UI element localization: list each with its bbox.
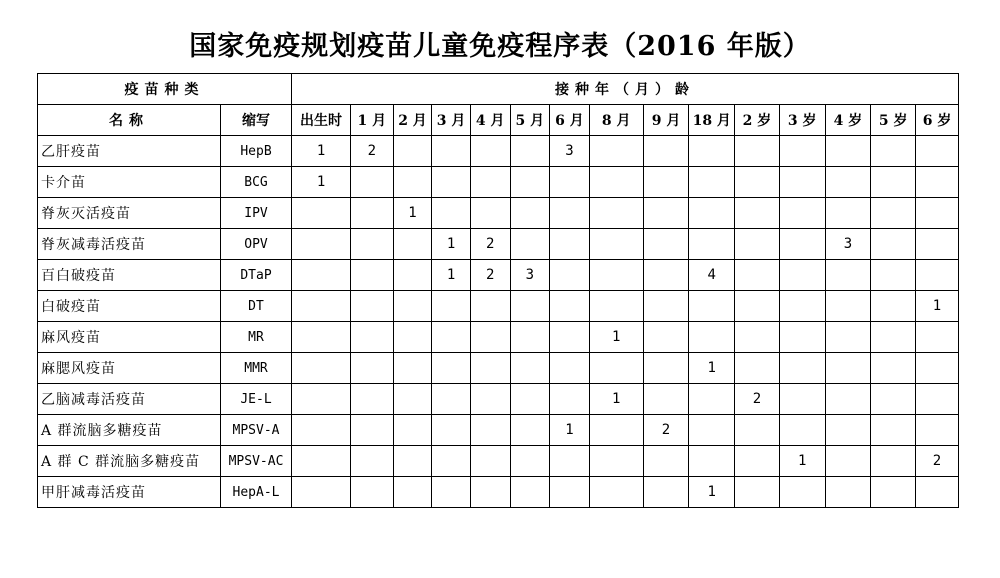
- dose-cell: [689, 446, 735, 477]
- dose-cell: [689, 415, 735, 446]
- vaccine-abbr: BCG: [220, 167, 291, 198]
- dose-cell: [470, 446, 510, 477]
- dose-cell: 1: [689, 477, 735, 508]
- dose-cell: 2: [916, 446, 959, 477]
- dose-cell: [689, 291, 735, 322]
- dose-cell: 1: [550, 415, 590, 446]
- dose-cell: [735, 198, 780, 229]
- vaccine-abbr: MPSV-A: [220, 415, 291, 446]
- dose-cell: [779, 229, 825, 260]
- dose-cell: [589, 198, 643, 229]
- dose-cell: [351, 167, 394, 198]
- dose-cell: [643, 446, 689, 477]
- dose-cell: [779, 384, 825, 415]
- age-column-header: 5 月: [510, 105, 550, 136]
- dose-cell: [351, 260, 394, 291]
- dose-cell: [510, 384, 550, 415]
- dose-cell: [470, 477, 510, 508]
- dose-cell: [916, 229, 959, 260]
- vaccine-name: A 群 C 群流脑多糖疫苗: [38, 446, 221, 477]
- dose-cell: [351, 477, 394, 508]
- dose-cell: [393, 229, 432, 260]
- dose-cell: [735, 136, 780, 167]
- dose-cell: [432, 446, 471, 477]
- vaccine-abbr: JE-L: [220, 384, 291, 415]
- dose-cell: [470, 415, 510, 446]
- table-row: [38, 260, 959, 291]
- dose-cell: [470, 136, 510, 167]
- dose-cell: [393, 446, 432, 477]
- dose-cell: [589, 229, 643, 260]
- dose-cell: [735, 322, 780, 353]
- dose-cell: [510, 229, 550, 260]
- table-row: [38, 229, 959, 260]
- dose-cell: [393, 260, 432, 291]
- age-column-header: 1 月: [351, 105, 394, 136]
- dose-cell: [779, 136, 825, 167]
- dose-cell: [589, 291, 643, 322]
- dose-cell: [432, 415, 471, 446]
- dose-cell: [589, 136, 643, 167]
- dose-cell: [825, 415, 871, 446]
- dose-cell: [510, 167, 550, 198]
- dose-cell: [643, 353, 689, 384]
- dose-cell: [589, 477, 643, 508]
- dose-cell: [432, 167, 471, 198]
- dose-cell: 3: [510, 260, 550, 291]
- dose-cell: [510, 322, 550, 353]
- dose-cell: [916, 415, 959, 446]
- dose-cell: 1: [432, 260, 471, 291]
- dose-cell: [916, 198, 959, 229]
- dose-cell: 2: [470, 260, 510, 291]
- age-column-header: 18 月: [689, 105, 735, 136]
- dose-cell: [825, 198, 871, 229]
- dose-cell: [292, 353, 351, 384]
- dose-cell: 2: [351, 136, 394, 167]
- vaccine-abbr: DT: [220, 291, 291, 322]
- dose-cell: [351, 229, 394, 260]
- vaccine-abbr: DTaP: [220, 260, 291, 291]
- dose-cell: [510, 353, 550, 384]
- dose-cell: [550, 353, 590, 384]
- dose-cell: [916, 260, 959, 291]
- dose-cell: [871, 384, 916, 415]
- dose-cell: 1: [292, 136, 351, 167]
- dose-cell: [470, 291, 510, 322]
- dose-cell: [393, 136, 432, 167]
- vaccine-name: A 群流脑多糖疫苗: [38, 415, 221, 446]
- dose-cell: [589, 415, 643, 446]
- dose-cell: [825, 291, 871, 322]
- dose-cell: [871, 446, 916, 477]
- vaccine-name: 麻腮风疫苗: [38, 353, 221, 384]
- dose-cell: [735, 353, 780, 384]
- vaccine-type-header: 疫苗种类: [38, 74, 292, 105]
- table-row: [38, 291, 959, 322]
- dose-cell: [643, 384, 689, 415]
- age-column-header: 3 岁: [779, 105, 825, 136]
- dose-cell: [689, 229, 735, 260]
- dose-cell: 2: [470, 229, 510, 260]
- table-row: [38, 384, 959, 415]
- age-column-header: 4 月: [470, 105, 510, 136]
- vaccine-name: 百白破疫苗: [38, 260, 221, 291]
- dose-cell: [871, 477, 916, 508]
- dose-cell: [643, 477, 689, 508]
- dose-cell: [779, 322, 825, 353]
- dose-cell: 1: [916, 291, 959, 322]
- dose-cell: [643, 167, 689, 198]
- dose-cell: [393, 322, 432, 353]
- dose-cell: [643, 229, 689, 260]
- dose-cell: [432, 322, 471, 353]
- dose-cell: [292, 291, 351, 322]
- dose-cell: 2: [735, 384, 780, 415]
- dose-cell: [432, 291, 471, 322]
- dose-cell: [779, 353, 825, 384]
- age-column-header: 9 月: [643, 105, 689, 136]
- dose-cell: [351, 291, 394, 322]
- dose-cell: [550, 229, 590, 260]
- dose-cell: [292, 322, 351, 353]
- dose-cell: [292, 260, 351, 291]
- dose-cell: [510, 446, 550, 477]
- dose-cell: [589, 353, 643, 384]
- dose-cell: [292, 198, 351, 229]
- dose-cell: [825, 136, 871, 167]
- dose-cell: 1: [432, 229, 471, 260]
- dose-cell: [735, 291, 780, 322]
- dose-cell: [393, 415, 432, 446]
- dose-cell: [470, 198, 510, 229]
- vaccine-abbr: MR: [220, 322, 291, 353]
- dose-cell: [292, 446, 351, 477]
- age-column-header: 6 月: [550, 105, 590, 136]
- dose-cell: [432, 353, 471, 384]
- age-column-header: 2 月: [393, 105, 432, 136]
- dose-cell: [351, 384, 394, 415]
- header-row-columns: [38, 105, 959, 136]
- dose-cell: 3: [550, 136, 590, 167]
- dose-cell: [871, 322, 916, 353]
- vaccine-abbr: MPSV-AC: [220, 446, 291, 477]
- dose-cell: [393, 167, 432, 198]
- age-header: 接种年（月）龄: [292, 74, 959, 105]
- dose-cell: [735, 446, 780, 477]
- dose-cell: [393, 291, 432, 322]
- age-column-header: 出生时: [292, 105, 351, 136]
- dose-cell: [779, 415, 825, 446]
- vaccine-abbr: HepA-L: [220, 477, 291, 508]
- dose-cell: 1: [689, 353, 735, 384]
- dose-cell: [550, 446, 590, 477]
- dose-cell: [735, 229, 780, 260]
- dose-cell: [351, 322, 394, 353]
- dose-cell: [779, 291, 825, 322]
- vaccine-name: 甲肝减毒活疫苗: [38, 477, 221, 508]
- dose-cell: [643, 260, 689, 291]
- table-row: [38, 446, 959, 477]
- dose-cell: [351, 198, 394, 229]
- dose-cell: [643, 291, 689, 322]
- vaccine-name: 卡介苗: [38, 167, 221, 198]
- dose-cell: [292, 384, 351, 415]
- name-header: 名称: [38, 105, 221, 136]
- dose-cell: [825, 477, 871, 508]
- dose-cell: [351, 415, 394, 446]
- dose-cell: [689, 167, 735, 198]
- dose-cell: [825, 167, 871, 198]
- dose-cell: [550, 477, 590, 508]
- table-row: [38, 198, 959, 229]
- age-column-header: 3 月: [432, 105, 471, 136]
- dose-cell: [432, 477, 471, 508]
- dose-cell: [470, 353, 510, 384]
- dose-cell: [470, 384, 510, 415]
- dose-cell: [871, 260, 916, 291]
- dose-cell: [779, 477, 825, 508]
- dose-cell: [432, 136, 471, 167]
- dose-cell: [871, 198, 916, 229]
- dose-cell: [689, 384, 735, 415]
- dose-cell: 1: [779, 446, 825, 477]
- dose-cell: 1: [292, 167, 351, 198]
- dose-cell: [393, 384, 432, 415]
- dose-cell: [689, 322, 735, 353]
- vaccine-abbr: IPV: [220, 198, 291, 229]
- dose-cell: [779, 167, 825, 198]
- dose-cell: [589, 260, 643, 291]
- dose-cell: [510, 291, 550, 322]
- dose-cell: 3: [825, 229, 871, 260]
- dose-cell: [589, 446, 643, 477]
- dose-cell: 1: [589, 384, 643, 415]
- vaccine-name: 脊灰灭活疫苗: [38, 198, 221, 229]
- dose-cell: [470, 322, 510, 353]
- dose-cell: [825, 446, 871, 477]
- abbr-header: 缩写: [220, 105, 291, 136]
- dose-cell: [871, 229, 916, 260]
- dose-cell: [550, 167, 590, 198]
- table-row: [38, 167, 959, 198]
- dose-cell: [510, 477, 550, 508]
- age-column-header: 5 岁: [871, 105, 916, 136]
- table-row: [38, 353, 959, 384]
- dose-cell: [643, 322, 689, 353]
- vaccine-name: 乙肝疫苗: [38, 136, 221, 167]
- dose-cell: [292, 415, 351, 446]
- table-row: [38, 322, 959, 353]
- dose-cell: [916, 167, 959, 198]
- dose-cell: [916, 384, 959, 415]
- vaccine-abbr: OPV: [220, 229, 291, 260]
- page-title: 国家免疫规划疫苗儿童免疫程序表（2016 年版）: [189, 31, 811, 62]
- dose-cell: [550, 198, 590, 229]
- dose-cell: 4: [689, 260, 735, 291]
- dose-cell: [689, 136, 735, 167]
- dose-cell: [825, 353, 871, 384]
- dose-cell: [643, 136, 689, 167]
- dose-cell: [735, 260, 780, 291]
- dose-cell: [871, 291, 916, 322]
- age-column-header: 4 岁: [825, 105, 871, 136]
- dose-cell: [735, 167, 780, 198]
- age-column-header: 6 岁: [916, 105, 959, 136]
- vaccine-name: 脊灰减毒活疫苗: [38, 229, 221, 260]
- dose-cell: 1: [589, 322, 643, 353]
- dose-cell: [916, 136, 959, 167]
- dose-cell: [550, 322, 590, 353]
- dose-cell: [779, 198, 825, 229]
- dose-cell: [689, 198, 735, 229]
- dose-cell: [550, 260, 590, 291]
- age-column-header: 2 岁: [735, 105, 780, 136]
- dose-cell: [916, 477, 959, 508]
- dose-cell: [871, 415, 916, 446]
- immunization-schedule-table: [37, 73, 959, 508]
- dose-cell: [643, 198, 689, 229]
- dose-cell: [735, 415, 780, 446]
- dose-cell: [432, 384, 471, 415]
- dose-cell: [510, 198, 550, 229]
- table-row: [38, 477, 959, 508]
- dose-cell: [470, 167, 510, 198]
- dose-cell: [550, 291, 590, 322]
- age-column-header: 8 月: [589, 105, 643, 136]
- dose-cell: [550, 384, 590, 415]
- dose-cell: [871, 136, 916, 167]
- dose-cell: 2: [643, 415, 689, 446]
- dose-cell: [825, 322, 871, 353]
- vaccine-abbr: MMR: [220, 353, 291, 384]
- dose-cell: 1: [393, 198, 432, 229]
- dose-cell: [735, 477, 780, 508]
- header-row-top: [38, 74, 959, 105]
- dose-cell: [432, 198, 471, 229]
- dose-cell: [825, 260, 871, 291]
- dose-cell: [510, 415, 550, 446]
- dose-cell: [825, 384, 871, 415]
- vaccine-name: 白破疫苗: [38, 291, 221, 322]
- dose-cell: [292, 229, 351, 260]
- dose-cell: [779, 260, 825, 291]
- table-row: [38, 415, 959, 446]
- table-row: [38, 136, 959, 167]
- dose-cell: [589, 167, 643, 198]
- dose-cell: [393, 477, 432, 508]
- dose-cell: [871, 353, 916, 384]
- dose-cell: [916, 322, 959, 353]
- vaccine-abbr: HepB: [220, 136, 291, 167]
- dose-cell: [292, 477, 351, 508]
- dose-cell: [351, 353, 394, 384]
- dose-cell: [871, 167, 916, 198]
- dose-cell: [510, 136, 550, 167]
- vaccine-name: 乙脑减毒活疫苗: [38, 384, 221, 415]
- vaccine-name: 麻风疫苗: [38, 322, 221, 353]
- dose-cell: [351, 446, 394, 477]
- dose-cell: [393, 353, 432, 384]
- dose-cell: [916, 353, 959, 384]
